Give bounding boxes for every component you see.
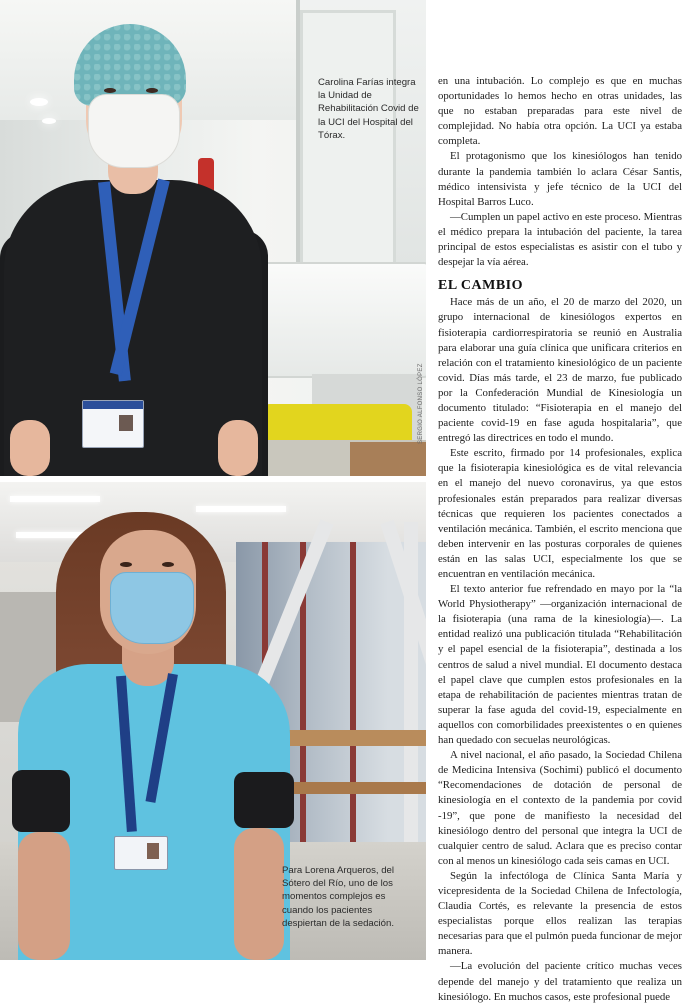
wooden-table — [350, 442, 426, 476]
photo-caption-top: Carolina Farías integra la Unidad de Rehabilitación Covid de la UCI del Hospital del Tórax. — [318, 77, 419, 141]
photo-carolina-farias — [0, 0, 426, 476]
article-paragraph: en una intubación. Lo complejo es que en muchas oportunidades lo hemos hecho en otras unidades, las que no estaban preparadas para este nivel de complejidad. No había otra opción. La UCI ya estaba completa. — [438, 75, 682, 148]
ceiling-light — [10, 496, 100, 502]
article-paragraph: Este escrito, firmado por 14 profesionales, explica que la fisioterapia kinesiológica es de vital relevancia en el manejo del nuevo coronavirus, ya que estos profesionales están preparados para realizar diversas técnicas que requieren los pacientes conectados a ventilación mecánica. También, el escrito menciona que deben intervenir en las posturas corporales de quienes están en las salas UCI, especialmente los que se encuentran en ventilación mecánica. — [438, 447, 682, 580]
person-eye — [146, 88, 158, 93]
person-eye — [104, 88, 116, 93]
article-paragraph: Hace más de un año, el 20 de marzo del 2020, un grupo internacional de kinesiólogos expertos en fisioterapia cardiorrespiratoria se reunió en Australia para elaborar una guía clínica que unificara criterios en relación con el tratamiento kinesiológico de un paciente covid. Días más tarde, el 23 de marzo, fue publicado por la Confederación Mundial de Kinesiología un documento titulado: “Fisioterapia en el manejo del paciente covid-19 en fase aguda hospitalaria”, que entregó las directrices en todo el mundo. — [438, 296, 682, 445]
face-mask — [88, 94, 180, 168]
photo-credit: SERGIO ALFONSO LÓPEZ — [418, 363, 424, 444]
id-badge — [114, 836, 168, 870]
section-heading: EL CAMBIO — [438, 278, 524, 294]
window-frame — [350, 542, 356, 842]
article-paragraph: El protagonismo que los kinesiólogos han tenido durante la pandemia también lo aclara César Santis, médico intensivista y jefe técnico de la UCI del Hospital Barros Luco. — [438, 150, 682, 208]
person-hand — [218, 420, 258, 476]
person-hand — [234, 828, 284, 960]
person-hand — [10, 420, 50, 476]
person-hand — [18, 832, 70, 960]
black-sleeve — [234, 772, 294, 828]
article-paragraph: El texto anterior fue refrendado en mayo por la “la World Physiotherapy” —organización internacional de la fisioterapia (una rama de la kinesiología)—. La entidad realizó una publicación titulada “Rehabilitación y el papel esencial de la fisioterapia”, destinada a los centros de salud a nivel mundial. El documento destaca el papel clave que cumplen estos profesionales en la etapa de rehabilitación de pacientes mientras tratan de superar la fase aguda del covid-19, especialmente en aquellos con comorbilidades preexistentes o en quienes han quedado con secuelas neurológicas. — [438, 583, 682, 747]
article-paragraph: A nivel nacional, el año pasado, la Sociedad Chilena de Medicina Intensiva (Sochimi) publicó el documento “Recomendaciones de dotación de personal de kinesiología en el contexto de la pandemia por covid -19”, que pone de manifiesto la necesidad del kinesiólogo dentro del personal que integra la UCI de cualquier centro de salud. Aclara que es preciso contar con al menos un kinesiólogo cada seis camas en UCI. — [438, 749, 682, 867]
id-badge — [82, 400, 144, 448]
person-eye — [162, 562, 174, 567]
structural-beam — [404, 522, 418, 882]
handrail — [286, 782, 426, 794]
ceiling-light — [196, 506, 286, 512]
article-paragraph: —La evolución del paciente crítico muchas veces depende del manejo y del tratamiento que realiza un kinesiólogo. En muchos casos, este profesional puede — [438, 960, 682, 1003]
face-mask — [110, 572, 194, 644]
article-column — [438, 74, 682, 1005]
sink-counter — [262, 262, 426, 378]
photo-caption-bottom: Para Lorena Arqueros, del Sótero del Río, uno de los momentos complejos es cuando los pacientes despiertan de la sedación. — [282, 865, 395, 929]
black-sleeve — [12, 770, 70, 832]
ceiling-light — [30, 98, 48, 106]
article-paragraph: Según la infectóloga de Clínica Santa María y vicepresidenta de la Sociedad Chilena de Infectología, Claudia Cortés, es relevante la presencia de estos especialistas porque ellos realizan las terapias necesarias para que el pulmón pueda funcionar de mejor manera. — [438, 869, 682, 958]
handrail — [270, 730, 426, 746]
ceiling-light — [42, 118, 56, 124]
person-eye — [120, 562, 132, 567]
article-paragraph: —Cumplen un papel activo en este proceso. Mientras el médico prepara la intubación del paciente, la tarea principal de estos especialistas es asistir con el tubo y despejar la vía aérea. — [438, 210, 682, 269]
